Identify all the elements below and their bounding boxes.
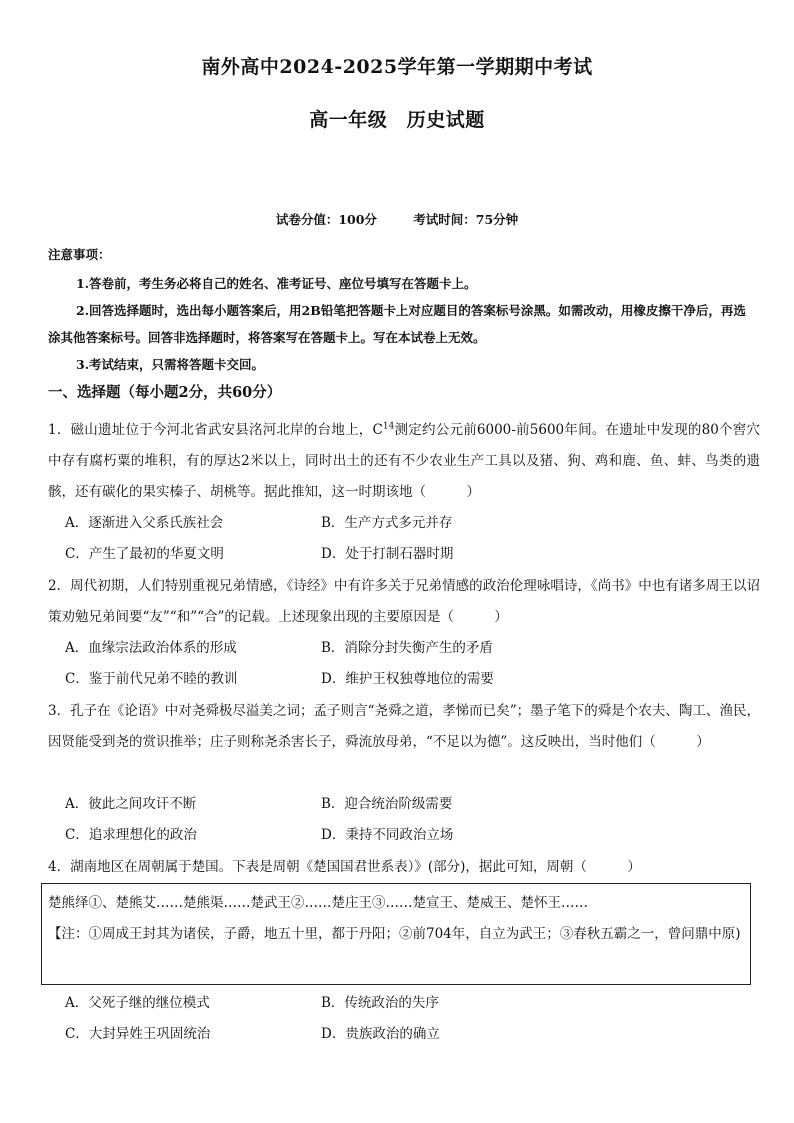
question-2-stem: 2．周代初期，人们特别重视兄弟情感，《诗经》中有许多关于兄弟情感的政治伦理咏唱诗，《尚书》中也有诸多周王以诏策劝勉兄弟间要“友”“和”“合”的记载。上述现象出现的主要原因是（ ） (48, 578, 760, 625)
notes-heading: 注意事项： (48, 247, 111, 262)
succession-note: 【注：①周成王封其为诸侯，子爵，地五十里，都于丹阳；②前704年，自立为武王；③春秋五霸之一，曾问鼎中原) (48, 926, 741, 942)
option-c[interactable]: C．追求理想化的政治 (65, 827, 197, 843)
question-1-options (65, 508, 665, 570)
section-heading: 一、选择题（每小题2分，共60分） (48, 384, 282, 401)
option-a[interactable]: A．彼此之间攻讦不断 (65, 796, 197, 812)
option-b[interactable]: B．传统政治的失序 (321, 995, 439, 1011)
succession-line: 楚熊绎①、楚熊艾……楚熊渠……楚武王②……楚庄王③……楚宣王、楚威王、楚怀王…… (48, 895, 588, 911)
exam-title: 南外高中2024-2025学年第一学期期中考试 (201, 56, 593, 78)
question-4-stem: 4．湖南地区在周朝属于楚国。下表是周朝《楚国国君世系表）》(部分)，据此可知，周朝（ ） (48, 859, 641, 875)
option-c[interactable]: C．产生了最初的华夏文明 (65, 546, 224, 562)
option-c[interactable]: C．鉴于前代兄弟不睦的教训 (65, 671, 238, 687)
option-b[interactable]: B．消除分封失衡产生的矛盾 (321, 640, 493, 656)
question-1-text-b: 测定约公元前6000-前5600年间。在遗址中发现的80个窖穴中存有腐朽粟的堆积，有的厚达2米以上，同时出土的还有不少农业生产工具以及猪、狗、鸡和鹿、鱼、蚌、鸟类的遗骸，还有碳化的果实榛子、胡桃等。据此推知，这一时期该地（ ） (48, 422, 761, 500)
exam-score: 试卷分值：100分 (275, 212, 377, 227)
question-1-superscript: 14 (382, 421, 395, 432)
note-item: 1.答卷前，考生务必将自己的姓名、准考证号、座位号填写在答题卡上。 (76, 276, 477, 291)
option-a[interactable]: A．血缘宗法政治体系的形成 (65, 640, 237, 656)
succession-table-box (41, 883, 751, 985)
option-d[interactable]: D．维护王权独尊地位的需要 (321, 671, 494, 687)
option-c[interactable]: C．大封异姓王巩固统治 (65, 1026, 211, 1042)
option-d[interactable]: D．处于打制石器时期 (321, 546, 454, 562)
option-d[interactable]: D．秉持不同政治立场 (321, 827, 454, 843)
question-4-options (65, 988, 665, 1050)
note-item: 2.回答选择题时，选出每小题答案后，用2B铅笔把答题卡上对应题目的答案标号涂黑。如需改动，用橡皮擦干净后，再选涂其他答案标号。回答非选择题时，将答案写在答题卡上。写在本试卷上无效。 (48, 303, 746, 345)
question-2-options (65, 633, 665, 695)
exam-meta (0, 210, 794, 228)
option-a[interactable]: A．父死子继的继位模式 (65, 995, 210, 1011)
note-item: 3.考试结束，只需将答题卡交回。 (76, 357, 265, 372)
question-3-options (65, 789, 665, 851)
option-a[interactable]: A．逐渐进入父系氏族社会 (65, 515, 224, 531)
question-1-text-a: 1．磁山遗址位于今河北省武安县洺河北岸的台地上，C (48, 422, 383, 438)
option-b[interactable]: B．生产方式多元并存 (321, 515, 453, 531)
exam-subtitle: 高一年级 历史试题 (309, 109, 485, 131)
option-b[interactable]: B．迎合统治阶级需要 (321, 796, 453, 812)
question-3-stem: 3．孔子在《论语》中对尧舜极尽溢美之词；孟子则言“尧舜之道，孝悌而已矣”；墨子笔下的舜是个农夫、陶工、渔民，因贤能受到尧的赏识推举；庄子则称尧杀害长子，舜流放母弟，“不足以为德”。这反映出，当时他们（ ） (48, 703, 760, 750)
question-1-stem (48, 415, 760, 508)
option-d[interactable]: D．贵族政治的确立 (321, 1026, 440, 1042)
exam-time: 考试时间：75分钟 (413, 212, 519, 227)
